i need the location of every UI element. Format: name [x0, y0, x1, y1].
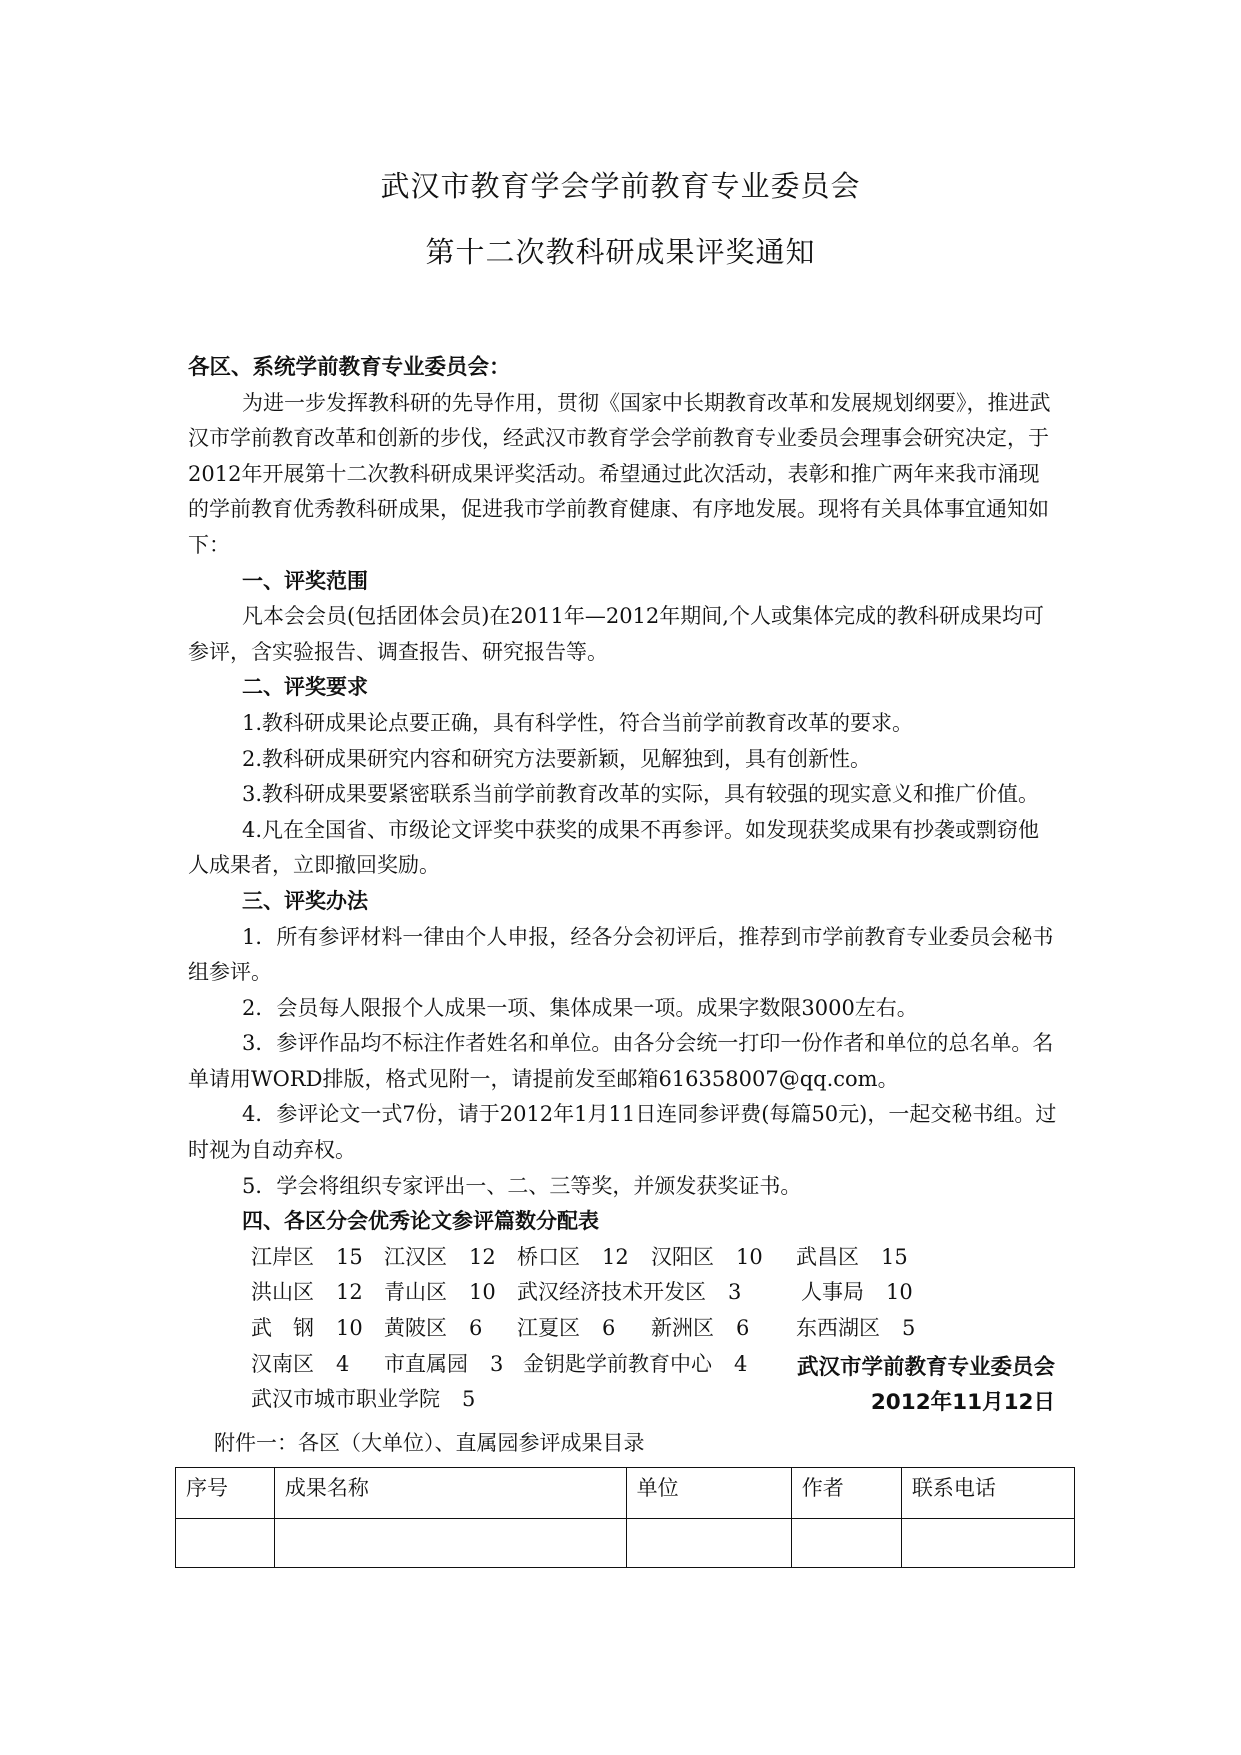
- column-header: 单位: [626, 1468, 791, 1519]
- table-cell: [626, 1519, 791, 1568]
- paper-count: 6: [602, 1316, 616, 1341]
- section-paragraph: 2．会员每人限报个人成果一项、集体成果一项。成果字数限3000左右。: [242, 995, 918, 1020]
- district-name: 新洲区: [651, 1316, 714, 1341]
- allocation-item: [651, 1240, 763, 1276]
- allocation-item: [517, 1240, 629, 1276]
- district-name: 汉阳区: [651, 1244, 714, 1269]
- paper-count: 3: [728, 1280, 742, 1305]
- paper-count: 12: [602, 1244, 629, 1269]
- paper-count: 10: [736, 1244, 763, 1269]
- intro-paragraph: 为进一步发挥教科研的先导作用，贯彻《国家中长期教育改革和发展规划纲要》，推进武汉市学前教育改革和创新的步伐，经武汉市教育学会学前教育专业委员会理事会研究决定，于2012年开展第十二次教科研成果评奖活动。希望通过此次活动，表彰和推广两年来我市涌现的学前教育优秀教科研成果，促进我市学前教育健康、有序地发展。现将有关具体事宜通知如下：: [188, 390, 1051, 557]
- column-header: 成果名称: [274, 1468, 626, 1519]
- section-heading-scope: 一、评奖范围: [242, 568, 368, 593]
- district-name: 江夏区: [517, 1316, 580, 1341]
- district-name: 武汉经济技术开发区: [517, 1280, 706, 1305]
- table-cell: [274, 1519, 626, 1568]
- allocation-item: [796, 1311, 915, 1347]
- signature-block: [797, 1350, 1055, 1420]
- title-line-2: 第十二次教科研成果评奖通知: [425, 235, 816, 269]
- table-cell: [791, 1519, 901, 1568]
- salutation: 各区、系统学前教育专业委员会：: [188, 355, 511, 380]
- section-paragraph: 3．参评作品均不标注作者姓名和单位。由各分会统一打印一份作者和单位的总名单。名单请用WORD排版，格式见附一，请提前发至邮箱616358007@qq.com。: [188, 1031, 1054, 1091]
- allocation-item: [801, 1275, 913, 1311]
- district-name: 青山区: [384, 1280, 447, 1305]
- district-name: 江岸区: [251, 1244, 314, 1269]
- section-paragraph: 2.教科研成果研究内容和研究方法要新颖，见解独到，具有创新性。: [242, 746, 872, 771]
- paper-count: 10: [336, 1316, 363, 1341]
- district-name: 人事局: [801, 1280, 864, 1305]
- paper-count: 10: [469, 1280, 496, 1305]
- district-name: 洪山区: [251, 1280, 314, 1305]
- allocation-item: [251, 1275, 363, 1311]
- allocation-row: [251, 1275, 1058, 1311]
- section-paragraph: 5．学会将组织专家评出一、二、三等奖，并颁发获奖证书。: [242, 1173, 802, 1198]
- section-paragraph: 1．所有参评材料一律由个人申报，经各分会初评后，推荐到市学前教育专业委员会秘书组参评。: [188, 924, 1054, 985]
- allocation-item: [523, 1347, 747, 1383]
- signer-name: 武汉市学前教育专业委员会: [796, 1355, 1055, 1380]
- district-name: 武昌区: [796, 1244, 859, 1269]
- table-cell: [901, 1519, 1074, 1568]
- section-paragraph: 4．参评论文一式7份，请于2012年1月11日连同参评费(每篇50元)，一起交秘书组。过时视为自动弃权。: [188, 1102, 1057, 1163]
- section-paragraph: 4.凡在全国省、市级论文评奖中获奖的成果不再参评。如发现获奖成果有抄袭或剽窃他人成果者，立即撤回奖励。: [188, 817, 1040, 878]
- paper-count: 4: [336, 1351, 350, 1376]
- district-name: 武 钢: [251, 1316, 314, 1341]
- section-paragraph: 凡本会会员(包括团体会员)在2011年—2012年期间,个人或集体完成的教科研成果均可参评，含实验报告、调查报告、研究报告等。: [188, 604, 1044, 664]
- district-name: 桥口区: [517, 1244, 580, 1269]
- paper-count: 6: [736, 1316, 750, 1341]
- allocation-item: [384, 1347, 503, 1383]
- table-cell: [176, 1519, 275, 1568]
- attachment-table: [175, 1467, 1075, 1568]
- column-header: 序号: [176, 1468, 275, 1519]
- district-name: 武汉市城市职业学院: [251, 1387, 440, 1412]
- allocation-item: [384, 1240, 496, 1276]
- section-heading-method: 三、评奖办法: [242, 888, 368, 913]
- document-body: [188, 350, 1058, 1418]
- column-header: 联系电话: [901, 1468, 1074, 1519]
- section-paragraph: 1.教科研成果论点要正确，具有科学性，符合当前学前教育改革的要求。: [242, 710, 914, 735]
- section-heading-requirements: 二、评奖要求: [242, 675, 368, 700]
- paper-count: 10: [886, 1280, 913, 1305]
- signature-date: 2012年11月12日: [870, 1390, 1055, 1415]
- allocation-item: [796, 1240, 908, 1276]
- paper-count: 12: [336, 1280, 363, 1305]
- paper-count: 12: [469, 1244, 496, 1269]
- title-line-1: 武汉市教育学会学前教育专业委员会: [380, 169, 861, 203]
- paper-count: 15: [881, 1244, 908, 1269]
- allocation-row: [251, 1311, 1058, 1347]
- attachment-title: 附件一：各区（大单位）、直属园参评成果目录: [214, 1431, 645, 1455]
- paper-count: 6: [469, 1316, 483, 1341]
- district-name: 东西湖区: [796, 1316, 880, 1341]
- district-name: 黄陂区: [384, 1316, 447, 1341]
- section-heading-allocation: 四、各区分会优秀论文参评篇数分配表: [242, 1209, 599, 1234]
- allocation-item: [517, 1275, 741, 1311]
- allocation-item: [251, 1347, 349, 1383]
- allocation-item: [517, 1311, 615, 1347]
- paper-count: 3: [490, 1351, 504, 1376]
- paper-count: 15: [336, 1244, 363, 1269]
- paper-count: 5: [902, 1316, 916, 1341]
- allocation-item: [251, 1311, 363, 1347]
- district-name: 汉南区: [251, 1351, 314, 1376]
- allocation-item: [251, 1382, 475, 1418]
- allocation-item: [384, 1275, 496, 1311]
- column-header: 作者: [791, 1468, 901, 1519]
- district-name: 市直属园: [384, 1351, 468, 1376]
- allocation-item: [251, 1240, 363, 1276]
- district-name: 江汉区: [384, 1244, 447, 1269]
- paper-count: 5: [462, 1387, 476, 1412]
- attachment-header-row: [176, 1468, 1075, 1519]
- allocation-item: [384, 1311, 482, 1347]
- table-row: [176, 1519, 1075, 1568]
- allocation-item: [651, 1311, 749, 1347]
- district-name: 金钥匙学前教育中心: [523, 1351, 712, 1376]
- section-paragraph: 3.教科研成果要紧密联系当前学前教育改革的实际，具有较强的现实意义和推广价值。: [242, 782, 1040, 807]
- allocation-row: [251, 1240, 1058, 1276]
- paper-count: 4: [734, 1351, 748, 1376]
